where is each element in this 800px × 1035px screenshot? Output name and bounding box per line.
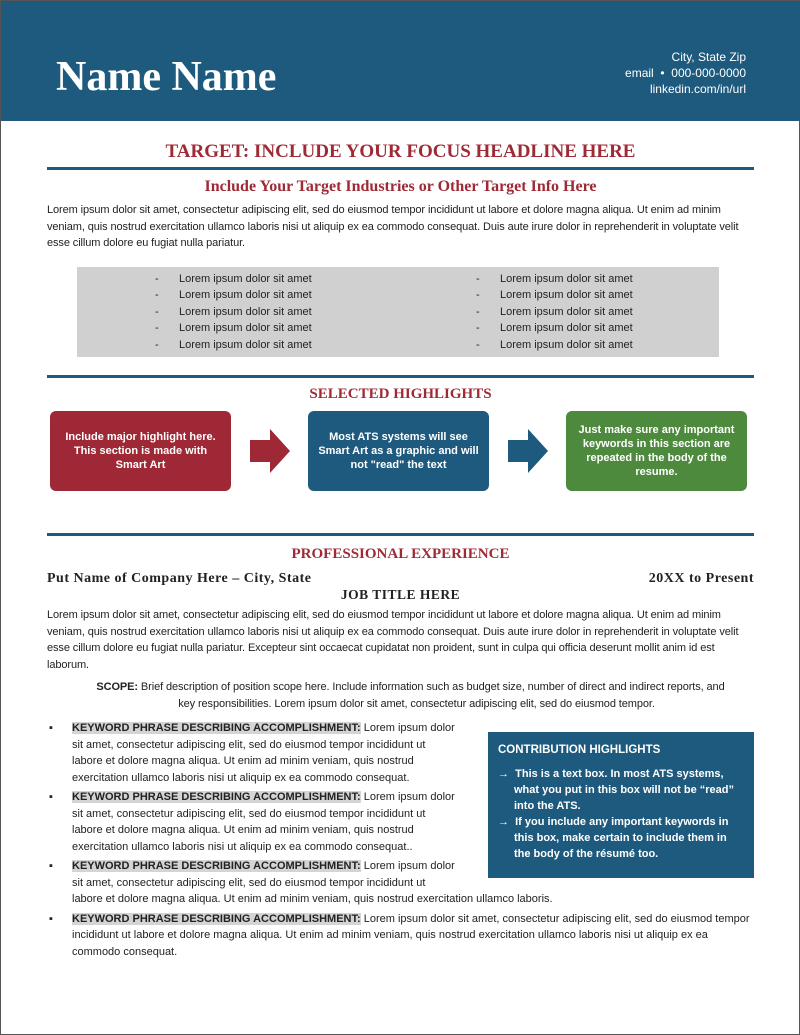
accomplishment-list [47,720,754,960]
keyword-phrase: KEYWORD PHRASE DESCRIBING ACCOMPLISHMENT: [72,912,361,925]
email: email [625,66,654,80]
dash: - [476,305,480,318]
bullet-text: Lorem ipsum dolor sit amet, consectetur adipiscing elit, sed do eiusmod tempor incididunt ut labore et dolore magna aliqua. Ut enim ad minim veniam, quis nostrud exercitation ullamco laboris nisi ut aliquip ex ea commodo consequat. [72,912,750,958]
scope-text: Brief description of position scope here. Include information such as budget size, number of direct and indirect reports, and key responsibilities. Lorem ipsum dolor sit amet, consectetur adipiscing elit, sed do eiusmod tempor. [137,681,725,710]
job-summary: Lorem ipsum dolor sit amet, consectetur adipiscing elit, sed do eiusmod tempor incididunt ut labore et dolore magna aliqua. Ut enim ad minim veniam, quis nostrud exercitation ullamco laboris nisi ut aliquip ex ea commodo consequat. Duis aute irure dolor in reprehenderit in voluptate velit esse cillum dolore eu fugiat nulla pariatur. Excepteur sint occaecat cupidatat non proident, sunt in culpa qui officia deserunt mollit anim id est laborum. [47,609,739,671]
skill-text: Lorem ipsum dolor sit amet [500,289,633,301]
skill-text: Lorem ipsum dolor sit amet [500,305,633,318]
bullet-text: Lorem ipsum dolor sit amet, consectetur adipiscing elit, sed do eiusmod tempor incididunt ut labore et dolore magna aliqua. Ut enim ad minim veniam, quis nostrud exercitation ullamco laboris nisi ut aliquip ex ea commodo consequat.. [72,791,455,853]
resume-body [47,141,754,963]
separator-dot: • [660,66,665,80]
skill-item [476,287,719,304]
skill-text: Lorem ipsum dolor sit amet [179,305,312,318]
skill-item [155,271,398,288]
skill-text: Lorem ipsum dolor sit amet [500,338,633,351]
skill-text: Lorem ipsum dolor sit amet [179,338,312,351]
dash: - [476,272,480,285]
accomplishment-bullet [47,911,754,961]
phone: 000-000-0000 [671,66,746,80]
divider [47,533,754,536]
arrow-right-icon [231,429,308,473]
skill-item [476,337,719,354]
city-state-zip: City, State Zip [671,50,746,64]
skill-text: Lorem ipsum dolor sit amet [179,289,312,301]
skill-item [155,304,398,321]
skills-column-left [77,271,398,354]
accomplishment-bullet [47,789,754,855]
bullet-icon: ▪ [49,791,53,803]
highlight-box: Just make sure any important keywords in this section are repeated in the body of the resume. [566,411,747,491]
scope-label: SCOPE: [96,681,138,693]
dash: - [155,289,159,301]
skill-text: Lorem ipsum dolor sit amet [179,322,312,334]
dash: - [155,305,159,318]
skill-item [476,304,719,321]
keyword-phrase: KEYWORD PHRASE DESCRIBING ACCOMPLISHMENT: [72,791,361,803]
job-title: JOB TITLE HERE [340,587,461,602]
accomplishment-bullet [47,720,754,786]
highlights-smartart [50,411,754,491]
skills-box [77,267,719,358]
skill-text: Lorem ipsum dolor sit amet [500,272,633,285]
dash: - [476,289,480,301]
linkedin-url: linkedin.com/in/url [649,82,746,96]
skill-item [155,337,398,354]
employment-dates: 20XX to Present [648,571,754,586]
company-name: Put Name of Company Here – City, State [47,571,312,586]
arrow-icon: → [498,816,509,828]
arrow-icon: → [498,768,509,780]
dash: - [155,338,159,351]
bullet-icon: ▪ [49,860,53,872]
contribution-item-text: If you include any important keywords in this box, make certain to include them in the body of the résumé too. [514,816,729,860]
dash: - [155,272,159,285]
skill-item [476,320,719,337]
bullet-text: Lorem ipsum dolor sit amet, consectetur adipiscing elit, sed do eiusmod tempor incididunt ut labore et dolore magna aliqua. Ut enim ad minim veniam, quis nostrud exercitation ullamco laboris nisi ut aliquip ex ea commodo consequat. [72,722,455,784]
bullet-icon: ▪ [49,722,53,734]
company-row [47,571,754,587]
highlight-box: Include major highlight here. This section is made with Smart Art [50,411,231,491]
dash: - [155,322,159,334]
divider [47,375,754,378]
header-banner [1,1,800,121]
target-subheadline: Include Your Target Industries or Other Target Info Here [204,178,597,195]
contact-info [625,49,746,97]
keyword-phrase: KEYWORD PHRASE DESCRIBING ACCOMPLISHMENT: [72,860,361,872]
highlights-heading: SELECTED HIGHLIGHTS [309,386,492,402]
contribution-title: CONTRIBUTION HIGHLIGHTS [498,744,661,756]
skills-column-right [398,271,719,354]
highlight-box: Most ATS systems will see Smart Art as a graphic and will not "read" the text [308,411,489,491]
target-headline: TARGET: INCLUDE YOUR FOCUS HEADLINE HERE [165,141,636,162]
skill-text: Lorem ipsum dolor sit amet [179,272,312,285]
divider [47,167,754,170]
summary-paragraph: Lorem ipsum dolor sit amet, consectetur adipiscing elit, sed do eiusmod tempor incididunt ut labore et dolore magna aliqua. Ut enim ad minim veniam, quis nostrud exercitation ullamco laboris nisi ut aliquip ex ea commodo consequat. Duis aute irure dolor in reprehenderit in voluptate velit esse cillum dolore eu fugiat nulla pariatur. [47,204,739,249]
scope-paragraph [47,679,754,712]
skill-item [476,271,719,288]
skill-text: Lorem ipsum dolor sit amet [500,322,633,334]
accomplishment-bullet [47,858,754,908]
skill-item [155,287,398,304]
contribution-item-text: This is a text box. In most ATS systems, what you put in this box will not be “read” into the ATS. [514,768,735,812]
arrow-right-icon [489,429,566,473]
dash: - [476,322,480,334]
experience-heading: PROFESSIONAL EXPERIENCE [291,546,510,562]
skill-item [155,320,398,337]
bullet-text: Lorem ipsum dolor sit amet, consectetur adipiscing elit, sed do eiusmod tempor incididunt ut labore et dolore magna aliqua. Ut enim ad minim veniam, quis nostrud exercitation ullamco laboris. [72,860,553,905]
bullet-icon: ▪ [49,912,53,925]
keyword-phrase: KEYWORD PHRASE DESCRIBING ACCOMPLISHMENT: [72,722,361,734]
dash: - [476,338,480,351]
candidate-name: Name Name [56,54,277,100]
